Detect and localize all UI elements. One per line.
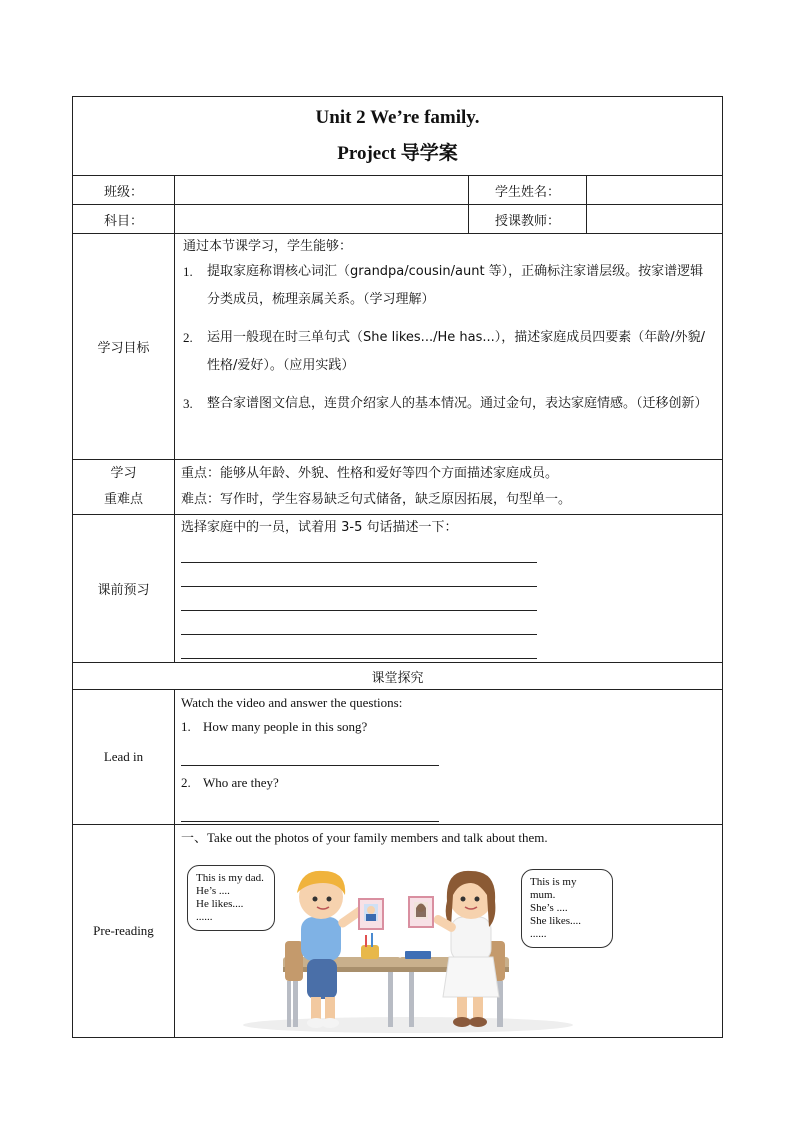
- writing-line[interactable]: [181, 539, 537, 563]
- girl-bubble-line: This is my mum.: [530, 876, 577, 901]
- student-name-field[interactable]: [587, 176, 723, 205]
- question-text: How many people in this song?: [203, 719, 368, 734]
- answer-line[interactable]: [181, 738, 439, 766]
- difficult-point-text: 难点：写作时，学生容易缺乏句式储备，缺乏原因拓展，句型单一。: [181, 492, 572, 507]
- title-block: [73, 97, 723, 176]
- family-photo-illustration: [183, 857, 613, 1035]
- question-item: [181, 716, 716, 738]
- boy-bubble-line: This is my dad.: [196, 872, 264, 884]
- objective-item: [183, 258, 714, 314]
- writing-line[interactable]: [181, 635, 537, 659]
- subject-field[interactable]: [175, 205, 469, 234]
- objectives-label: 学习目标: [73, 234, 175, 460]
- objectives-cell: [175, 234, 723, 460]
- class-field[interactable]: [175, 176, 469, 205]
- girl-bubble-line: ......: [530, 928, 547, 940]
- objective-number: 3.: [183, 396, 193, 411]
- keypoints-label: [73, 460, 175, 515]
- boy-bubble-line: ......: [196, 911, 213, 923]
- objective-text: 提取家庭称谓核心词汇（grandpa/cousin/aunt 等），正确标注家谱层级。按家谱逻辑分类成员，梳理亲属关系。（学习理解）: [207, 264, 704, 307]
- unit-title: Unit 2 We’re family.: [315, 107, 480, 128]
- writing-line[interactable]: [181, 587, 537, 611]
- pre-reading-instruction: 一、Take out the photos of your family members and talk about them.: [181, 830, 548, 845]
- writing-line[interactable]: [181, 611, 537, 635]
- question-number: 1.: [181, 719, 191, 734]
- guide-sheet: [72, 96, 723, 1038]
- key-point-text: 重点：能够从年龄、外貌、性格和爱好等四个方面描述家庭成员。: [181, 466, 559, 481]
- boy-bubble-line: He likes....: [196, 898, 244, 910]
- lead-in-prompt: Watch the video and answer the questions:: [181, 695, 403, 710]
- objectives-intro: 通过本节课学习，学生能够：: [183, 239, 353, 254]
- question-text: Who are they?: [203, 775, 279, 790]
- objective-item: [183, 324, 714, 380]
- question-number: 2.: [181, 775, 191, 790]
- girl-bubble-line: She likes....: [530, 915, 582, 927]
- objective-number: 2.: [183, 330, 193, 345]
- preview-prompt: 选择家庭中的一员，试着用 3-5 句话描述一下：: [181, 520, 458, 535]
- keypoints-label-line1: 学习: [110, 466, 137, 481]
- objective-text: 整合家谱图文信息，连贯介绍家人的基本情况。通过金句，表达家庭情感。（迁移创新）: [207, 396, 708, 411]
- objective-item: [183, 390, 714, 418]
- student-name-label: 学生姓名：: [469, 176, 587, 205]
- preview-label: 课前预习: [73, 515, 175, 663]
- pre-reading-label: Pre-reading: [73, 825, 175, 1038]
- class-label: 班级：: [73, 176, 175, 205]
- teacher-label: 授课教师：: [469, 205, 587, 234]
- writing-line[interactable]: [181, 563, 537, 587]
- boy-speech-bubble: [187, 865, 275, 931]
- keypoints-cell: [175, 460, 723, 515]
- objective-text: 运用一般现在时三单句式（She likes.../He has...），描述家庭成员四要素（年龄/外貌/性格/爱好）。（应用实践）: [207, 330, 705, 373]
- preview-cell: [175, 515, 723, 663]
- question-item: [181, 772, 716, 794]
- explore-heading: 课堂探究: [73, 663, 723, 690]
- girl-speech-bubble: [521, 869, 613, 948]
- project-subtitle: Project 导学案: [337, 143, 458, 164]
- pre-reading-cell: [175, 825, 723, 1038]
- lead-in-cell: [175, 690, 723, 825]
- lead-in-label: Lead in: [73, 690, 175, 825]
- teacher-field[interactable]: [587, 205, 723, 234]
- objective-number: 1.: [183, 264, 193, 279]
- boy-bubble-line: He’s ....: [196, 885, 230, 897]
- answer-line[interactable]: [181, 794, 439, 822]
- keypoints-label-line2: 重难点: [103, 492, 143, 507]
- subject-label: 科目：: [73, 205, 175, 234]
- girl-bubble-line: She’s ....: [530, 902, 568, 914]
